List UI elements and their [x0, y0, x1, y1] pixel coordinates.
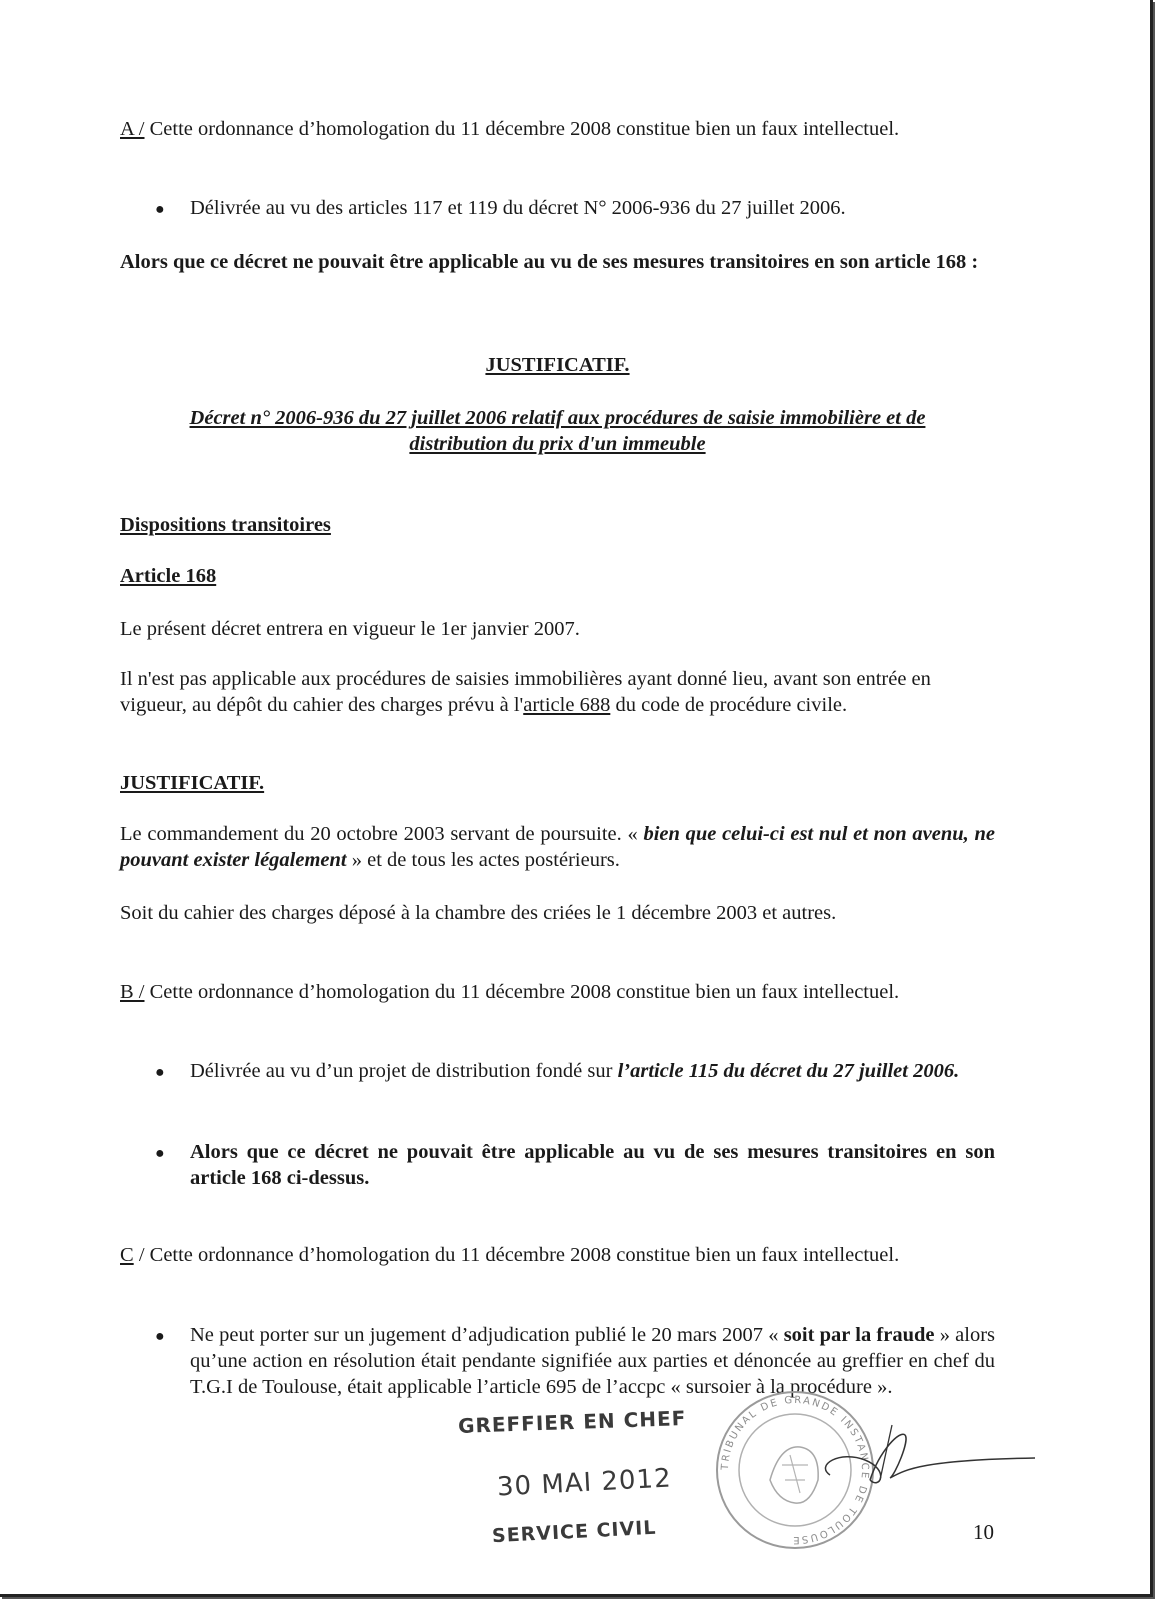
decree-title-line1: Décret n° 2006-936 du 27 juillet 2006 relatif aux procédures de saisie immobilière et de: [189, 407, 926, 429]
section-a-label: A /: [120, 118, 145, 140]
section-b-text: Cette ordonnance d’homologation du 11 décembre 2008 constitue bien un faux intellectuel.: [144, 981, 900, 1003]
commandement-paragraph: [120, 821, 995, 873]
section-c-bullet-end: » alors qu’une action en résolution était pendante signifiée aux parties et dénoncée au greffier en chef du T.G.I de Toulouse, était applicable l’article 695 de l’accpc « sursoier à la procédure ».: [190, 1324, 995, 1398]
cahier-paragraph: Soit du cahier des charges déposé à la chambre des criées le 1 décembre 2003 et autres.: [120, 902, 837, 924]
signature-scribble: [810, 1420, 1040, 1500]
dispositions-heading: Dispositions transitoires: [120, 514, 331, 536]
section-c-slash: /: [133, 1244, 145, 1266]
section-c-text: Cette ordonnance d’homologation du 11 décembre 2008 constitue bien un faux intellectuel.: [144, 1244, 900, 1266]
article-paragraph-1: Le présent décret entrera en vigueur le 1er janvier 2007.: [120, 618, 580, 640]
section-c-bullet-text: Ne peut porter sur un jugement d’adjudication publié le 20 mars 2007 «: [190, 1324, 784, 1346]
section-b-bullet-2: Alors que ce décret ne pouvait être applicable au vu de ses mesures transitoires en son article 168 ci-dessus.: [190, 1141, 995, 1189]
article-688-link[interactable]: article 688: [523, 694, 611, 716]
seal-text: TRIBUNAL DE GRANDE INSTANCE DE TOULOUSE: [719, 1394, 871, 1546]
section-c-label: C: [120, 1244, 134, 1266]
article-paragraph-2-end: du code de procédure civile.: [610, 694, 848, 716]
bullet-icon: ●: [155, 1328, 165, 1345]
section-a-paragraph: [120, 116, 995, 142]
section-b-paragraph: [120, 979, 995, 1005]
article-paragraph-2-text: Il n'est pas applicable aux procédures de saisies immobilières ayant donné lieu, avant son entrée en vigueur, au dépôt du cahier des charges prévu à l': [120, 668, 931, 716]
decree-title-line2: distribution du prix d'un immeuble: [409, 433, 706, 455]
justificatif-title: JUSTIFICATIF.: [485, 354, 630, 376]
article-paragraph-2: [120, 666, 980, 718]
section-b-bullet-1-text: Délivrée au vu d’un projet de distribution fondé sur: [190, 1060, 618, 1082]
section-b-bullet-1: [190, 1058, 995, 1084]
section-b-bullet-1-emphasis: l’article 115 du décret du 27 juillet 2006.: [617, 1060, 960, 1082]
stamp-service: SERVICE CIVIL: [491, 1516, 657, 1548]
commandement-text: Le commandement du 20 octobre 2003 servant de poursuite. «: [120, 823, 644, 845]
commandement-end: » et de tous les actes postérieurs.: [346, 849, 620, 871]
page-number: 10: [973, 1520, 994, 1544]
stamp-date: 30 MAI 2012: [496, 1463, 673, 1503]
stamp-greffier: GREFFIER EN CHEF: [457, 1406, 687, 1438]
article-heading: Article 168: [120, 565, 217, 587]
section-a-bold-note: Alors que ce décret ne pouvait être applicable au vu de ses mesures transitoires en son article 168 :: [120, 251, 979, 273]
justificatif-heading-2: JUSTIFICATIF.: [120, 772, 265, 794]
section-b-label: B /: [120, 981, 145, 1003]
section-a-text: Cette ordonnance d’homologation du 11 décembre 2008 constitue bien un faux intellectuel.: [144, 118, 900, 140]
bullet-icon: ●: [155, 1064, 165, 1081]
section-c-paragraph: [120, 1242, 995, 1268]
section-c-bullet-emphasis: soit par la fraude: [783, 1324, 935, 1346]
bullet-icon: ●: [155, 201, 165, 218]
section-a-bullet: Délivrée au vu des articles 117 et 119 du décret N° 2006-936 du 27 juillet 2006.: [190, 197, 846, 219]
commandement-emphasis: bien que celui-ci est nul et non avenu, ne pouvant exister légalement: [120, 823, 995, 871]
bullet-icon: ●: [155, 1145, 165, 1162]
